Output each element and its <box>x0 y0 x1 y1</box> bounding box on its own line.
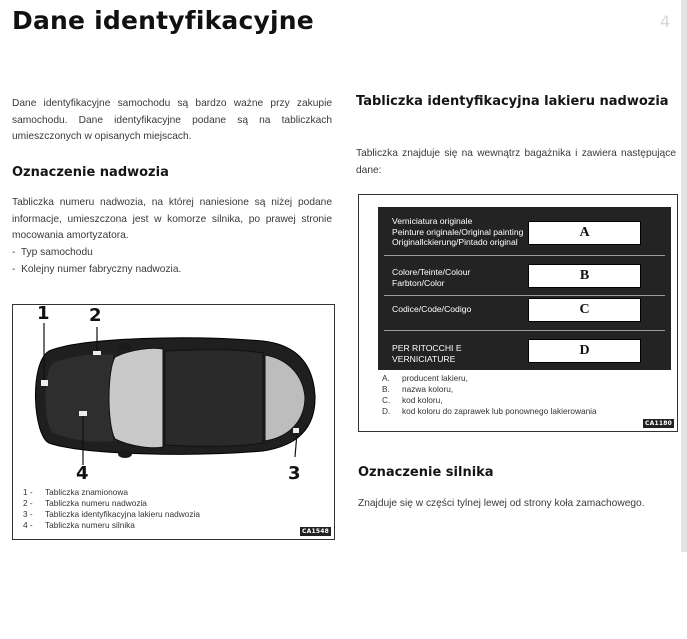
paint-heading: Tabliczka identyfikacyjna lakieru nadwozia <box>356 94 669 109</box>
marker-1 <box>41 380 48 386</box>
plate-row-a-text: Verniciatura originale Peinture originale/Original painting Originallckierung/Pintado original <box>392 216 524 247</box>
list-item: - Kolejny numer fabryczny nadwozia. <box>12 263 182 275</box>
legend-item: D. kod koloru do zaprawek lub ponownego lakierowania <box>382 406 597 416</box>
callout-1: 1 <box>37 303 50 324</box>
plate-box-a: A <box>528 221 641 245</box>
page-edge <box>681 0 687 552</box>
legend-item: 3 - Tabliczka identyfikacyjna lakieru nadwozia <box>23 509 200 519</box>
divider <box>384 255 665 256</box>
legend-item: A. producent lakieru, <box>382 373 468 383</box>
divider <box>384 330 665 331</box>
plate-box-b: B <box>528 264 641 288</box>
list-item: - Typ samochodu <box>12 247 93 258</box>
car-figure <box>12 304 335 540</box>
plate-row-c-text: Codice/Code/Codigo <box>392 304 472 314</box>
body-paragraph: Tabliczka numeru nadwozia, na której naniesione są niżej podane informacje, umieszczona jest w komorze silnika, po prawej stronie mocowania amortyzatora. <box>12 197 332 241</box>
plate-row-d-text: PER RITOCCHI E VERNICIATURE <box>392 343 462 364</box>
legend-item: B. nazwa koloru, <box>382 384 454 394</box>
marker-2 <box>93 351 101 355</box>
body-heading: Oznaczenie nadwozia <box>12 165 169 180</box>
intro-paragraph: Dane identyfikacyjne samochodu są bardzo ważne przy zakupie samochodu. Dane identyfikacyjne podane są na tabliczkach umieszczonych w opisanych miejscach. <box>12 98 332 142</box>
page-title: Dane identyfikacyjne <box>12 6 314 35</box>
legend-item: 1 - Tabliczka znamionowa <box>23 487 129 497</box>
callout-3: 3 <box>288 463 301 484</box>
legend-item: 4 - Tabliczka numeru silnika <box>23 520 135 530</box>
paint-paragraph: Tabliczka znajduje się na wewnątrz bagażnika i zawiera następujące dane: <box>356 148 676 176</box>
plate-row-b-text: Colore/Teinte/Colour Farbton/Color <box>392 267 471 288</box>
marker-3 <box>293 428 299 433</box>
car-legend <box>23 487 323 531</box>
figure-code: CA1548 <box>302 528 329 535</box>
body-list <box>12 245 332 278</box>
callout-2: 2 <box>89 305 102 326</box>
figure-code: CA1180 <box>645 420 672 427</box>
plate-legend <box>382 373 672 417</box>
engine-paragraph: Znajduje się w części tylnej lewej od strony koła zamachowego. <box>358 498 645 509</box>
car-top-view <box>13 305 334 487</box>
engine-heading: Oznaczenie silnika <box>358 465 494 480</box>
plate-box-c: C <box>528 298 641 322</box>
divider <box>384 295 665 296</box>
page-number: 4 <box>660 12 671 31</box>
paint-plate <box>378 207 671 370</box>
marker-4 <box>79 411 87 416</box>
callout-4: 4 <box>76 463 89 484</box>
plate-box-d: D <box>528 339 641 363</box>
legend-item: C. kod koloru, <box>382 395 443 405</box>
legend-item: 2 - Tabliczka numeru nadwozia <box>23 498 147 508</box>
